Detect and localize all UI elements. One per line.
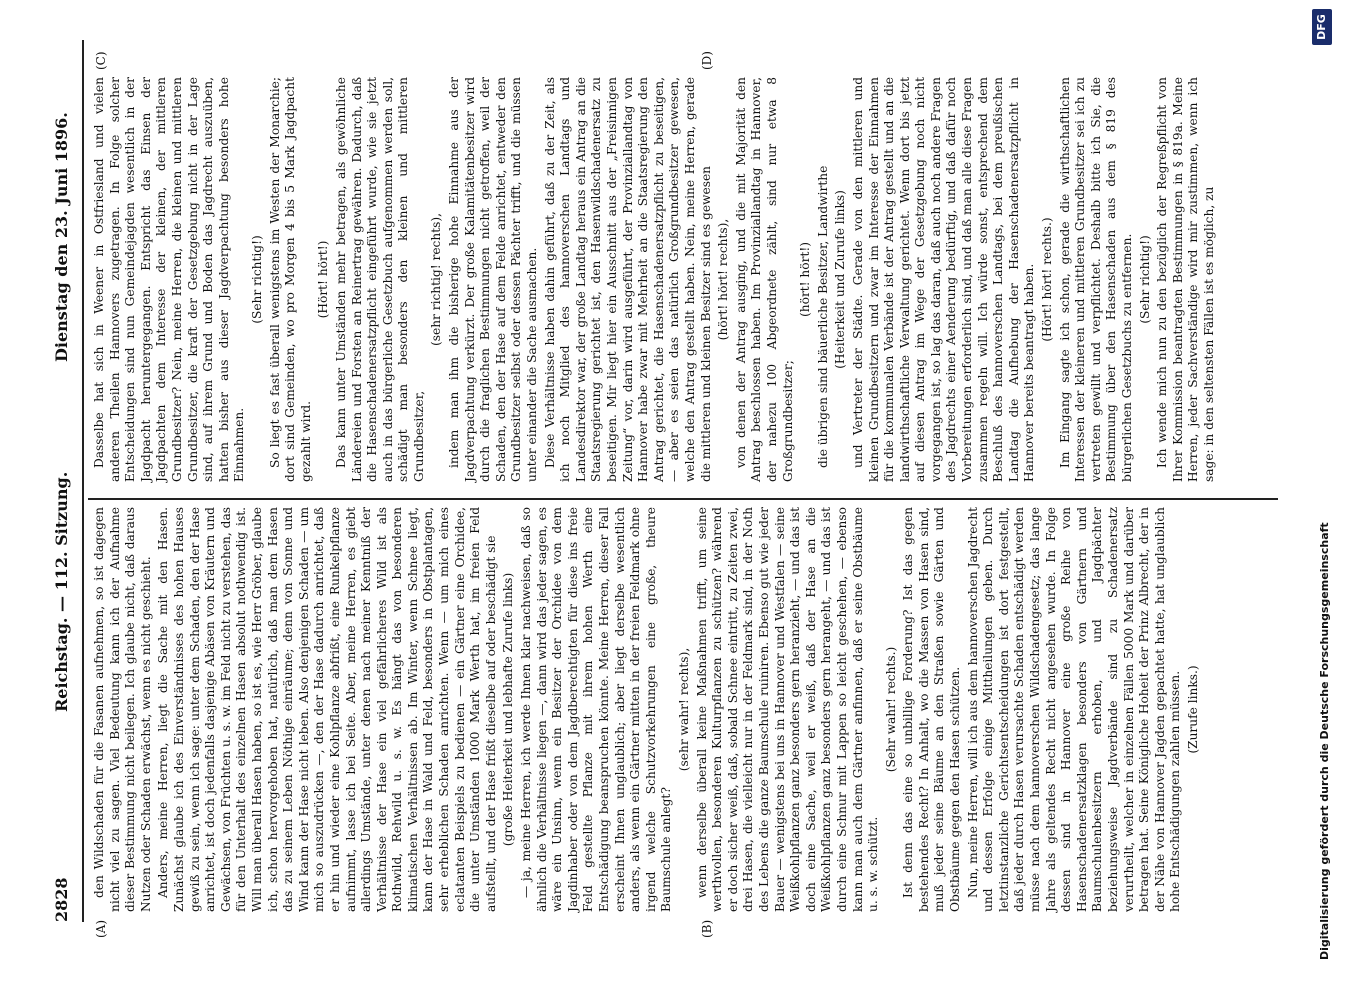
interjection: (Heiterkeit und Zurufe links) bbox=[833, 190, 848, 369]
interjection: (Zurufe links.) bbox=[1185, 665, 1200, 754]
margin-mark-a: (A) bbox=[94, 919, 108, 938]
paragraph: Ist denn das eine so unbillige Forderung? Ist das gegen bestehendes Recht? In Anhalt, wo die Massen von Hasen sind, muß jeder seine Bäume an den Straßen sowie Gärten und Obstbäume gegen den Hasen schützen. bbox=[901, 507, 963, 912]
interjection: (Hört! hört! rechts.) bbox=[1040, 217, 1055, 342]
paragraph: So liegt es fast überall wenigstens im Westen der Monarchie; dort sind Gemeinden, wo pro Morgen 4 bis 5 Mark Jagdpacht gezahlt wird. bbox=[267, 77, 313, 482]
paragraph: Nun, meine Herren, will ich aus dem hannoverschen Jagdrecht und dessen Erfolge einige Mittheilungen geben. Durch letztinstanzliche Gerichtsentscheidungen ist dort festgestellt, daß jeder durch Hasen verursachte Schaden entschädigt werden müsse nach dem hannoverschen Wildschadengesetz; das lange Jahre als geltendes Recht nicht angesehen wurde. In Folge dessen sind in Hannover eine große Reihe von Hasenschadenersatzklagen besonders von Gärtnern und Baumschulenbesitzern erhoben, und Jagdpächter beziehungsweise Jagdverbände sind zu Schadenersatz verurtheilt, welcher in einzelnen Fällen 5000 Mark und darüber betragen hat. Seine Königliche Hoheit der Prinz Albrecht, der in der Nähe von Hannover Jagden gepachtet hatte, hat unglaublich hohe Entschädigungen zahlen müssen. bbox=[965, 507, 1183, 912]
margin-mark-b: (B) bbox=[700, 919, 714, 938]
interjection: (Sehr richtig!) bbox=[1137, 235, 1152, 324]
left-column bbox=[92, 507, 1204, 912]
dfg-logo: DFG bbox=[1312, 9, 1332, 45]
column-divider bbox=[88, 498, 1278, 500]
paragraph: die übrigen sind bäuerliche Besitzer, Landwirthe bbox=[815, 165, 830, 468]
paragraph: wenn derselbe überall keine Maßnahmen trifft, um seine werthvollen, besonderen Kulturpflanzen zu schützen? während er doch sicher weiß, daß, sobald Schnee eintritt, zu Zeiten zwei, drei Hasen, die vielleicht nur in der Feldmark sind, in der Noth des Lebens die ganze Baumschule ruiniren. Ebenso gut wie jeder Bauer — wenigstens bei uns in Hannover und Westfalen — seine Weißkohlpflanzen ganz besonders gern heranzieht, — und das ist doch eine Sache, weil er weiß, daß der Hase an die Weißkohlpflanzen ganz besonders gern herangeht, — und das ist durch eine Schnur mit Lappen so leicht geschehen, — ebenso kann man auch dem Gärtner anfinnen, daß er seine Obstbäume u. s. w. schützt. bbox=[694, 507, 881, 912]
page-header bbox=[52, 40, 78, 922]
interjection: (hört! hört!) bbox=[798, 242, 813, 317]
paragraph: Dasselbe hat sich in Weener in Ostfriesland und vielen anderen Theilen Hannovers zugetragen. In Folge solcher Entscheidungen sind nun Gemeindejagden wesentlich in der Jagdpacht heruntergegangen. Entspricht das Einsen der Jagdpachten dem Interesse der kleinen, der mittleren Grundbesitzer? Nein, meine Herren, die kleinen und mittleren Grundbesitzer, die kraft der Gesetzgebung nicht in der Lage sind, auf ihrem Grund und Boden das Jagdrecht auszuüben, hatten bisher aus dieser Jagdverpachtung besonders hohe Einnahmen. bbox=[92, 77, 247, 482]
interjection: (große Heiterkeit und lebhafte Zurufe links) bbox=[501, 572, 516, 847]
paragraph: Anders, meine Herren, liegt die Sache mit den Hasen. Zunächst glaube ich des Einverständnisses des hohen Hauses gewiß zu sein, wenn ich sage: unter dem Schaden, den der Hase anrichtet, ist doch jedenfalls dasjenige Abäsen von Kräutern und Gewächsen, von Früchten u. s. w. im Feld nicht zu verstehen, das für den Unterhalt des einzelnen Hasen absolut nothwendig ist. Will man überall Hasen haben, so ist es, wie Herr Gröber, glaube ich, schon hervorgehoben hat, natürlich, daß man dem Hasen das zu seinem Leben Nöthige einräume; denn von Sonne und Wind kann der Hase nicht leben. Also denjenigen Schaden — um mich so auszudrücken —, den der Hase dadurch anrichtet, daß er hin und wieder eine Kohlpflanze abfrißt, eine Runkelpflanze aufnimmt, lasse ich bei Seite. Aber, meine Herren, es giebt allerdings Umstände, unter denen nach meiner Kenntniß der Verhältnisse der Hase ein viel gefährlicheres Wild ist als Rothwild, Rehwild u. s. w. Es hängt das von besonderen klimatischen Verhältnissen ab. Im Winter, wenn Schnee liegt, kann der Hase in Wald und Feld, besonders in Obstplantagen, sehr erheblichen Schaden anrichten. Wenn — um mich eines eclatanten Beispiels zu bedienen — ein Gärtner eine Orchidee, die unter Umständen 1000 Mark Werth hat, im freien Feld aufstellt, und der Hase frißt dieselbe auf oder beschädigt sie bbox=[156, 507, 498, 912]
interjection: (hört! hört! rechts), bbox=[716, 218, 731, 341]
interjection: (Sehr wahr! rechts.) bbox=[883, 646, 898, 773]
paragraph: den Wildschaden für die Fasanen aufnehmen, so ist dagegen nicht viel zu sagen. Viel Bedeutung kann ich der Aufnahme dieser Bestimmung nicht beilegen. Ich glaube nicht, daß daraus Nutzen oder Schaden erwächst, wenn es nicht geschieht. bbox=[92, 507, 153, 912]
interjection: (Sehr richtig!) bbox=[249, 235, 264, 324]
margin-mark-c: (C) bbox=[94, 51, 108, 70]
paragraph: Diese Verhältnisse haben dahin geführt, daß zu der Zeit, als ich noch Mitglied des hannoverschen Landtags und Landesdirektor war, der große Landtag heraus ein Antrag an die Staatsregierung gerichtet ist, den Hasenwildschadenersatz zu beseitigen. Mir liegt hier ein Ausschnitt aus der „Freisinnigen Zeitung“ vor, darin wird ausgeführt, der Provinziallandtag von Hannover habe zwar mit Mehrheit an die Staatsregierung den Antrag gerichtet, die Hasenschadenersatzpflicht zu beseitigen, — aber es seien das natürlich Großgrundbesitzer gewesen, welche den Antrag gestellt haben. Nein, meine Herren, gerade die mittleren und kleinen Besitzer sind es gewesen bbox=[542, 77, 713, 482]
paragraph: von denen der Antrag ausging, und die mit Majorität den Antrag beschlossen haben. Im Provinziallandtag in Hannover, der nahezu 100 Abgeordnete zählt, sind nur etwa 8 Großgrundbesitzer; bbox=[733, 77, 795, 482]
paragraph: und Vertreter der Städte. Gerade von den mittleren und kleinen Grundbesitzern und zwar im Interesse der Einnahmen für die kommunalen Verbände ist der Antrag gestellt und an die landwirthschaftliche Verwaltung gerichtet. Wenn dort bis jetzt auf diesen Antrag im Wege der Gesetzgebung noch nicht vorgegangen ist, so lag das daran, daß auch noch andere Fragen des Jagdrechts einer Aenderung bedürftig, und daß dafür noch Vorbereitungen erforderlich sind, und daß man alle diese Fragen zusammen regeln will. Ich würde sonst, entsprechend dem Beschluß des hannoverschen Landtags, bei dem preußischen Landtag die Aufhebung der Hasenschadenersatzpflicht in Hannover bereits beantragt haben. bbox=[850, 77, 1037, 482]
interjection: (Hört! hört!) bbox=[316, 240, 331, 319]
page-number: 2828 bbox=[52, 877, 71, 922]
paragraph: — ja, meine Herren, ich werde Ihnen klar nachweisen, daß so ähnlich die Verhältnisse liegen —, dann wird das jeder sagen, es wäre ein Unsinn, wenn ein Besitzer der Orchidee von dem Jagdinhaber oder von dem Jagdberechtigten für diese ins freie Feld gestellte Pflanze mit ihrem hohen Werth eine Entschädigung beanspruchen könnte. Meine Herren, dieser Fall erscheint Ihnen unglaublich; aber liegt derselbe wesentlich anders, als wenn ein Gärtner mitten in der freien Feldmark ohne irgend welche Schutzvorkehrungen eine große, theure Baumschule anlegt? bbox=[519, 507, 674, 912]
interjection: (sehr richtig! rechts), bbox=[429, 212, 444, 347]
session-title: Reichstag. — 112. Sitzung. bbox=[52, 471, 71, 712]
digitization-credit: Digitalisierung gefördert durch die Deutsche Forschungsgemeinschaft bbox=[1318, 522, 1331, 960]
right-column bbox=[92, 77, 1220, 482]
margin-mark-d: (D) bbox=[700, 51, 714, 70]
paragraph: Ich wende mich nun zu den bezüglich der Regreßpflicht von Ihrer Kommission beantragten Bestimmungen in § 819a. Meine Herren, jeder Sachverständige wird mir zustimmen, wenn ich sage: in den seltensten Fällen ist es möglich, zu bbox=[1155, 77, 1216, 482]
header-rule bbox=[82, 40, 84, 922]
session-date: Dienstag den 23. Juni 1896. bbox=[52, 112, 71, 362]
paragraph: Das kann unter Umständen mehr betragen, als gewöhnliche Ländereien und Forsten an Reinertrag gewähren. Dadurch, daß die Hasenschadenersatzpflicht eingeführt wurde, wie sie jetzt auch in das bürgerliche Gesetzbuch aufgenommen werden soll, schädigt man besonders den kleinen und mittleren Grundbesitzer, bbox=[333, 77, 426, 482]
interjection: (sehr wahr! rechts), bbox=[676, 647, 691, 772]
paragraph: indem man ihm die bisherige hohe Einnahme aus der Jagdverpachtung verkürzt. Der große Kalamitätenbesitzer wird durch die fraglichen Bestimmungen nicht getroffen, weil der Schaden, den der Hase auf dem Felde anrichtet, entweder den Grundbesitzer selbst oder dessen Pächter trifft, und die müssen unter einander die Sache ausmachen. bbox=[447, 77, 540, 482]
paragraph: Im Eingang sagte ich schon, gerade die wirthschaftlichen Interessen der kleineren und mittleren Grundbesitzer sei ich zu vertreten gewillt und verpflichtet. Deshalb bitte ich Sie, die Bestimmung über den Hasenschaden aus dem § 819 des bürgerlichen Gesetzbuchs zu entfernen. bbox=[1057, 77, 1134, 482]
